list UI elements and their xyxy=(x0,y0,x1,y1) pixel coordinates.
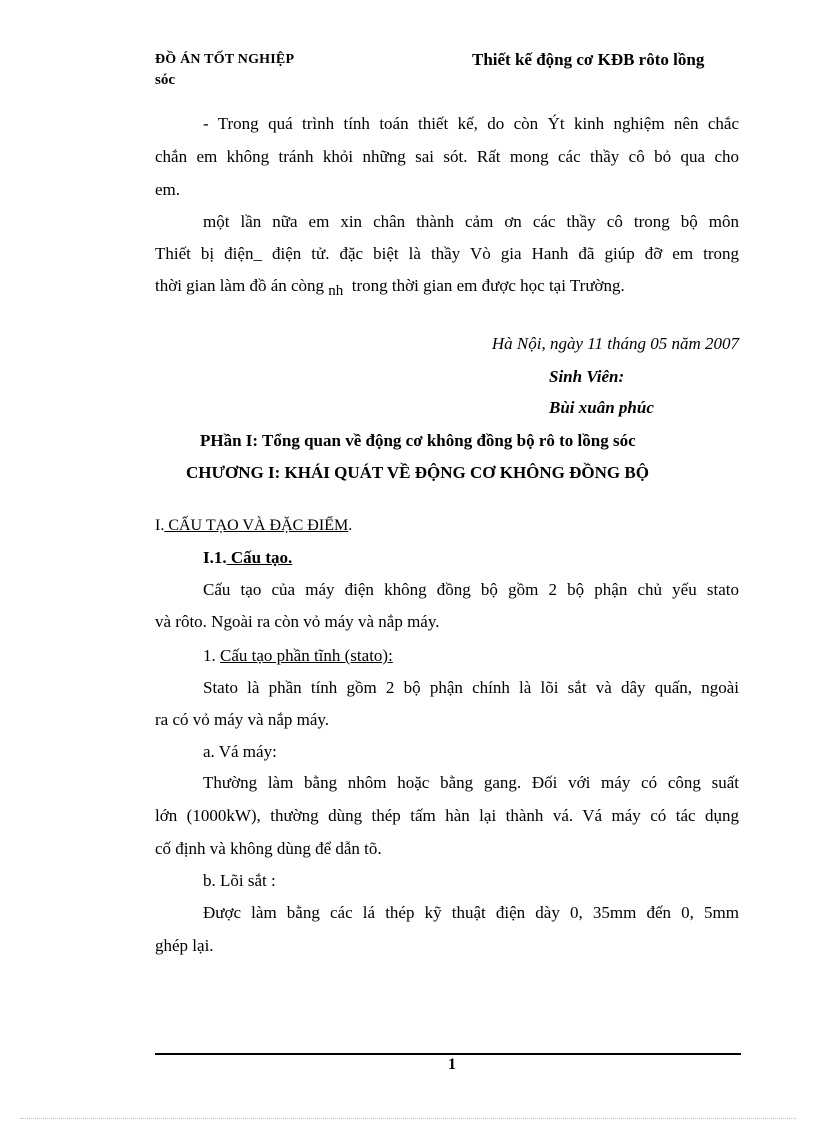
page-number: 1 xyxy=(448,1056,456,1073)
section-number: I. xyxy=(155,517,165,534)
section-suffix: . xyxy=(348,517,353,534)
section-heading xyxy=(155,517,352,535)
paragraph-line: Thiết bị điện_ điện tử. đặc biệt là thầy Vò gia Hanh đã giúp đỡ em trong xyxy=(155,244,739,263)
paragraph-line: và rôto. Ngoài ra còn vỏ máy và nắp máy. xyxy=(155,612,440,631)
chapter-heading: CHƯƠNG I: KHÁI QUÁT VỀ ĐỘNG CƠ KHÔNG ĐỒNG BỘ xyxy=(186,463,649,482)
list-item: b. Lõi sắt : xyxy=(203,871,276,890)
list-item-number: 1. xyxy=(203,646,216,665)
header-left-title: ĐỒ ÁN TỐT NGHIỆP xyxy=(155,52,295,67)
list-item-title: Cấu tạo phần tĩnh (stato): xyxy=(220,646,393,665)
list-item: a. Vá máy: xyxy=(203,742,277,761)
paragraph-line: Được làm bằng các lá thép kỹ thuật điện dày 0, 35mm đến 0, 5mm xyxy=(203,903,739,922)
section-title: CẤU TẠO VÀ ĐẶC ĐIỂM xyxy=(164,517,349,534)
paragraph-line: cố định và không dùng để dẫn tõ. xyxy=(155,839,382,858)
subsection-number: I.1. xyxy=(203,548,227,567)
place-date: Hà Nội, ngày 11 tháng 05 năm 2007 xyxy=(491,334,739,353)
subsection-heading xyxy=(203,548,292,568)
paragraph-segment: thời gian làm đồ án còng xyxy=(155,276,325,295)
paragraph-line: chắn em không tránh khỏi những sai sót. Rất mong các thầy cô bỏ qua cho xyxy=(155,147,739,166)
paragraph-segment: trong thời gian em được học tại Trường. xyxy=(351,276,625,295)
paragraph-line: - Trong quá trình tính toán thiết kế, do còn Ýt kinh nghiệm nên chắc xyxy=(203,114,739,133)
paragraph-line: Stato là phần tính gồm 2 bộ phận chính là lõi sắt và dây quấn, ngoài xyxy=(203,678,739,697)
paragraph-line: lớn (1000kW), thường dùng thép tấm hàn lại thành vá. Vá máy có tác dụng xyxy=(155,806,739,825)
header-right-title: Thiết kế động cơ KĐB rôto lồng xyxy=(472,50,705,69)
header-left-continuation: sóc xyxy=(155,72,175,88)
paragraph-line: một lần nữa em xin chân thành cảm ơn các thầy cô trong bộ môn xyxy=(203,212,739,231)
paragraph-line: em. xyxy=(155,180,181,199)
paragraph-line: ghép lại. xyxy=(155,936,214,955)
page-edge-divider xyxy=(20,1118,796,1119)
part-heading: PHần I: Tổng quan về động cơ không đồng bộ rô to lồng sóc xyxy=(200,431,636,450)
signature-role: Sinh Viên: xyxy=(549,367,625,386)
paragraph-line xyxy=(155,276,625,299)
list-item-heading xyxy=(203,646,393,666)
footer-rule xyxy=(155,1053,741,1055)
signature-name: Bùi xuân phúc xyxy=(549,398,654,417)
paragraph-subscript: nh xyxy=(328,283,344,299)
paragraph-line: Cấu tạo của máy điện không đồng bộ gồm 2 bộ phận chủ yếu stato xyxy=(203,580,739,599)
paragraph-line: Thường làm bằng nhôm hoặc bằng gang. Đối với máy có công suất xyxy=(203,773,739,792)
subsection-title: Cấu tạo. xyxy=(226,548,293,567)
paragraph-line: ra có vỏ máy và nắp máy. xyxy=(155,710,330,729)
